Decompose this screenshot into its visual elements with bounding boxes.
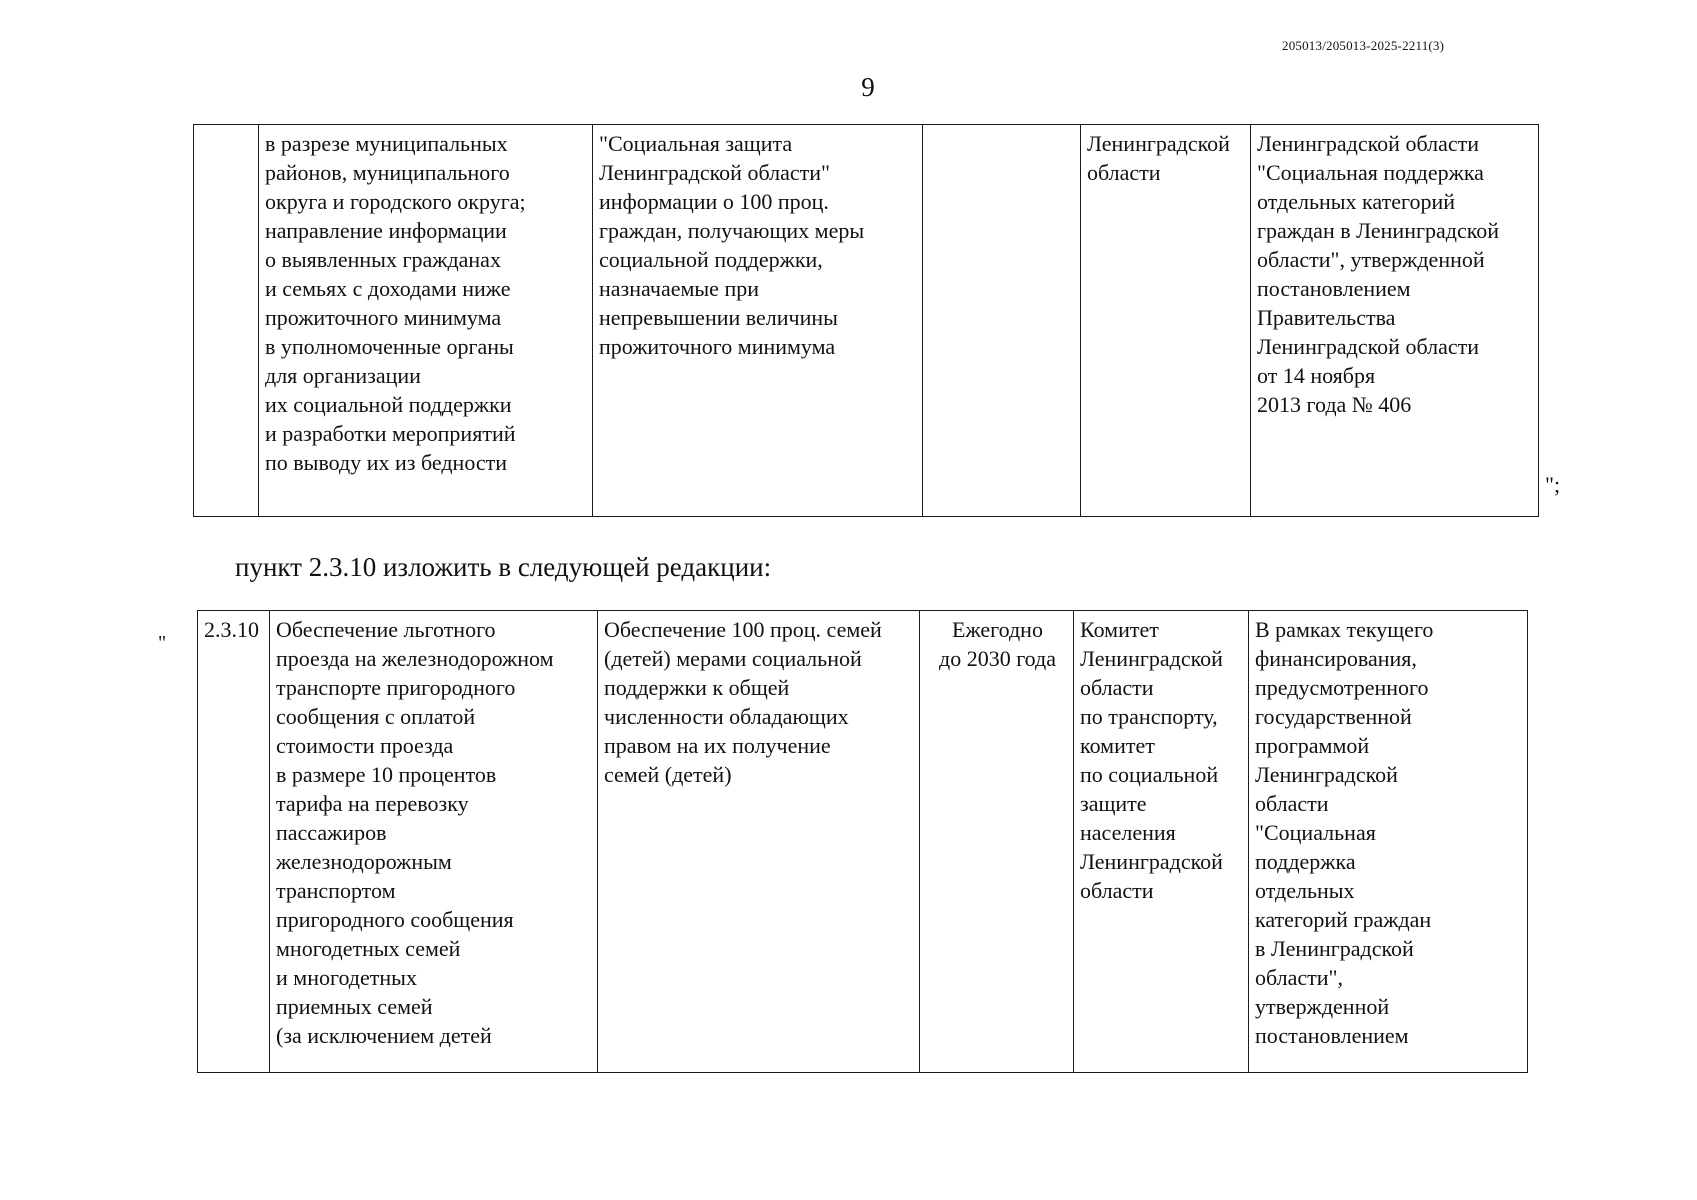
indicator-cell: Обеспечение 100 проц. семей (детей) мерами социальной поддержки к общей численности обладающих правом на их получение семей (детей) bbox=[598, 611, 920, 1073]
funding-source-cell: Ленинградской области "Социальная поддержка отдельных категорий граждан в Ленинградской области", утвержденной постановлением Правительства Ленинградской области от 14 ноября 2013 года № 406 bbox=[1251, 125, 1539, 517]
measures-table-item-2-3-10 bbox=[197, 610, 1528, 1073]
deadline-cell bbox=[923, 125, 1081, 517]
deadline-cell: Ежегодно до 2030 года bbox=[920, 611, 1074, 1073]
closing-quote-mark: "; bbox=[1545, 472, 1561, 497]
measures-table-continuation bbox=[193, 124, 1539, 517]
document-id: 205013/205013-2025-2211(3) bbox=[1282, 38, 1445, 53]
indicator-cell: "Социальная защита Ленинградской области" информации о 100 проц. граждан, получающих меры социальной поддержки, назначаемые при непревышении величины прожиточного минимума bbox=[593, 125, 923, 517]
amendment-instruction: пункт 2.3.10 изложить в следующей редакции: bbox=[235, 552, 772, 582]
responsible-cell: Комитет Ленинградской области по транспорту, комитет по социальной защите населения Ленинградской области bbox=[1074, 611, 1249, 1073]
measure-description-cell: в разрезе муниципальных районов, муниципального округа и городского округа; направление информации о выявленных гражданах и семьях с доходами ниже прожиточного минимума в уполномоченные органы для организации их социальной поддержки и разработки мероприятий по выводу их из бедности bbox=[259, 125, 593, 517]
table-row bbox=[194, 125, 1539, 517]
item-number-cell: 2.3.10 bbox=[198, 611, 270, 1073]
measure-description-cell: Обеспечение льготного проезда на железнодорожном транспорте пригородного сообщения с оплатой стоимости проезда в размере 10 процентов тарифа на перевозку пассажиров железнодорожным транспортом пригородного сообщения многодетных семей и многодетных приемных семей (за исключением детей bbox=[270, 611, 598, 1073]
opening-quote-mark: " bbox=[158, 632, 167, 654]
funding-source-cell: В рамках текущего финансирования, предусмотренного государственной программой Ленинградской области "Социальная поддержка отдельных категорий граждан в Ленинградской области", утвержденной постановлением bbox=[1249, 611, 1528, 1073]
table-row bbox=[198, 611, 1528, 1073]
item-number-cell bbox=[194, 125, 259, 517]
responsible-cell: Ленинградской области bbox=[1081, 125, 1251, 517]
page-number: 9 bbox=[861, 72, 875, 102]
